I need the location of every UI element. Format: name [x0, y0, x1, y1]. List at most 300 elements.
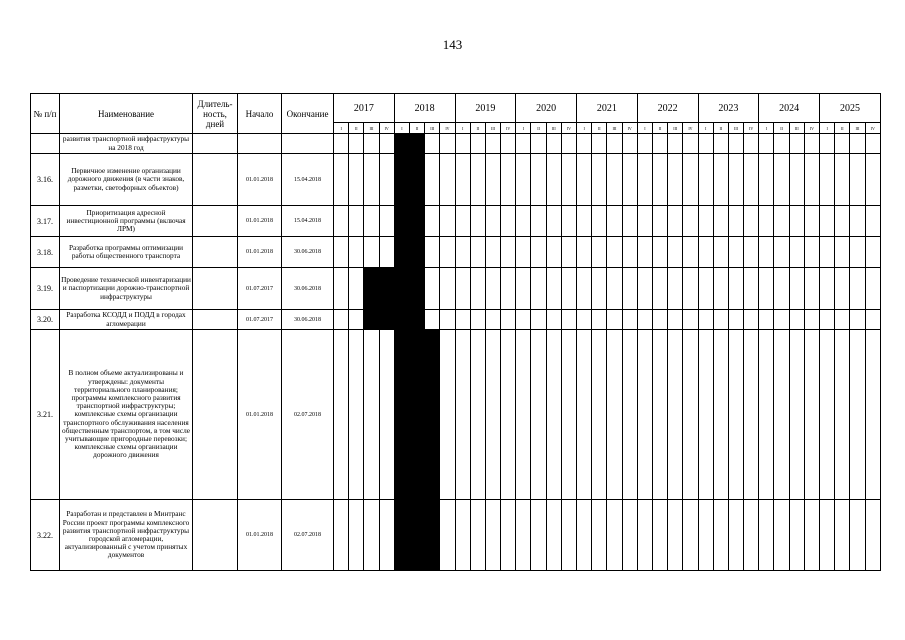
quarter-cell — [728, 237, 743, 268]
quarter-cell — [804, 330, 819, 500]
quarter-cell — [835, 237, 850, 268]
quarter-cell — [683, 500, 698, 571]
quarter-cell — [440, 268, 455, 310]
quarter-cell — [698, 310, 713, 330]
quarter-cell — [455, 500, 470, 571]
quarter-cell — [592, 237, 607, 268]
quarter-cell — [713, 500, 728, 571]
gantt-bar-cell — [409, 206, 424, 237]
quarter-cell — [835, 134, 850, 154]
quarter-header: I — [759, 123, 774, 134]
row-end: 30.06.2018 — [282, 268, 334, 310]
quarter-cell — [561, 268, 576, 310]
quarter-cell — [379, 500, 394, 571]
row-duration — [193, 206, 238, 237]
quarter-cell — [470, 310, 485, 330]
quarter-cell — [561, 206, 576, 237]
quarter-cell — [728, 154, 743, 206]
quarter-cell — [592, 268, 607, 310]
quarter-header: IV — [561, 123, 576, 134]
quarter-header: III — [485, 123, 500, 134]
quarter-header: II — [713, 123, 728, 134]
gantt-bar-cell — [364, 310, 379, 330]
row-number — [31, 134, 60, 154]
quarter-cell — [440, 237, 455, 268]
quarter-cell — [789, 330, 804, 500]
row-duration — [193, 330, 238, 500]
quarter-header: I — [334, 123, 349, 134]
quarter-cell — [334, 330, 349, 500]
quarter-cell — [349, 500, 364, 571]
quarter-cell — [592, 310, 607, 330]
quarter-cell — [364, 154, 379, 206]
quarter-cell — [364, 134, 379, 154]
quarter-cell — [531, 330, 546, 500]
quarter-cell — [501, 154, 516, 206]
quarter-cell — [835, 206, 850, 237]
quarter-cell — [501, 268, 516, 310]
row-name: В полном объеме актуализированы и утверждены: документы территориального планирования; программы комплексного развития транспортной инфраструктуры; комплексные схемы организации транспортного обслуживания населения общественным транспортом, в том числе учитывающие пригородные перевозки; комплексные схемы организации дорожного движения — [60, 330, 193, 500]
quarter-cell — [622, 206, 637, 237]
quarter-cell — [561, 237, 576, 268]
row-name: Разработан и представлен в Минтранс России проект программы комплексного развития транспортной инфраструктуры городской агломерации, актуализированный с учетом принятых документов — [60, 500, 193, 571]
quarter-header: II — [349, 123, 364, 134]
quarter-cell — [804, 237, 819, 268]
gantt-bar-cell — [409, 154, 424, 206]
quarter-header: III — [728, 123, 743, 134]
quarter-cell — [850, 134, 865, 154]
row-start: 01.01.2018 — [238, 154, 282, 206]
quarter-cell — [744, 134, 759, 154]
year-header: 2023 — [698, 94, 759, 123]
row-end: 02.07.2018 — [282, 330, 334, 500]
quarter-cell — [820, 206, 835, 237]
quarter-cell — [334, 500, 349, 571]
gantt-bar-cell — [394, 268, 409, 310]
quarter-cell — [470, 500, 485, 571]
quarter-cell — [561, 154, 576, 206]
quarter-cell — [728, 134, 743, 154]
quarter-header: IV — [622, 123, 637, 134]
quarter-cell — [637, 310, 652, 330]
quarter-cell — [485, 154, 500, 206]
quarter-cell — [713, 237, 728, 268]
quarter-cell — [850, 310, 865, 330]
quarter-cell — [440, 134, 455, 154]
quarter-cell — [607, 237, 622, 268]
quarter-header: IV — [440, 123, 455, 134]
quarter-cell — [789, 268, 804, 310]
quarter-cell — [455, 154, 470, 206]
quarter-cell — [652, 134, 667, 154]
quarter-cell — [774, 500, 789, 571]
quarter-cell — [804, 206, 819, 237]
quarter-cell — [713, 154, 728, 206]
quarter-cell — [334, 310, 349, 330]
quarter-header: IV — [804, 123, 819, 134]
quarter-cell — [668, 268, 683, 310]
gantt-table-wrapper — [30, 93, 881, 578]
quarter-cell — [531, 206, 546, 237]
row-start: 01.01.2018 — [238, 500, 282, 571]
quarter-cell — [516, 268, 531, 310]
quarter-header: III — [850, 123, 865, 134]
row-start: 01.01.2018 — [238, 237, 282, 268]
quarter-cell — [835, 330, 850, 500]
quarter-header: IV — [865, 123, 880, 134]
quarter-cell — [850, 268, 865, 310]
row-duration — [193, 310, 238, 330]
quarter-header: IV — [683, 123, 698, 134]
quarter-cell — [607, 310, 622, 330]
row-name: Разработка программы оптимизации работы общественного транспорта — [60, 237, 193, 268]
gantt-table — [30, 93, 881, 571]
quarter-cell — [546, 310, 561, 330]
quarter-cell — [607, 330, 622, 500]
quarter-cell — [789, 134, 804, 154]
quarter-cell — [668, 237, 683, 268]
quarter-header: I — [455, 123, 470, 134]
row-end: 30.06.2018 — [282, 310, 334, 330]
quarter-cell — [698, 206, 713, 237]
quarter-cell — [592, 330, 607, 500]
year-header: 2025 — [820, 94, 881, 123]
quarter-cell — [334, 154, 349, 206]
quarter-header: IV — [501, 123, 516, 134]
quarter-cell — [820, 237, 835, 268]
quarter-cell — [455, 310, 470, 330]
quarter-cell — [470, 206, 485, 237]
quarter-cell — [865, 134, 880, 154]
quarter-cell — [364, 237, 379, 268]
quarter-header: II — [592, 123, 607, 134]
quarter-cell — [820, 330, 835, 500]
quarter-header: I — [577, 123, 592, 134]
row-number: 3.21. — [31, 330, 60, 500]
quarter-cell — [592, 206, 607, 237]
gantt-bar-cell — [409, 268, 424, 310]
quarter-cell — [850, 154, 865, 206]
quarter-cell — [652, 154, 667, 206]
quarter-cell — [652, 310, 667, 330]
header-start: Начало — [238, 94, 282, 134]
quarter-cell — [683, 237, 698, 268]
quarter-cell — [759, 154, 774, 206]
quarter-cell — [744, 310, 759, 330]
quarter-cell — [485, 206, 500, 237]
quarter-cell — [713, 310, 728, 330]
row-duration — [193, 134, 238, 154]
quarter-cell — [470, 330, 485, 500]
quarter-cell — [379, 330, 394, 500]
quarter-header: III — [425, 123, 440, 134]
quarter-cell — [501, 500, 516, 571]
quarter-cell — [759, 237, 774, 268]
quarter-cell — [485, 310, 500, 330]
quarter-cell — [577, 268, 592, 310]
quarter-cell — [379, 154, 394, 206]
quarter-cell — [683, 268, 698, 310]
quarter-cell — [774, 206, 789, 237]
gantt-bar-cell — [394, 154, 409, 206]
quarter-cell — [622, 268, 637, 310]
quarter-cell — [652, 268, 667, 310]
row-end: 30.06.2018 — [282, 237, 334, 268]
row-number: 3.20. — [31, 310, 60, 330]
quarter-cell — [728, 206, 743, 237]
quarter-cell — [622, 237, 637, 268]
row-end: 15.04.2018 — [282, 154, 334, 206]
quarter-cell — [607, 134, 622, 154]
quarter-cell — [425, 154, 440, 206]
quarter-cell — [531, 268, 546, 310]
quarter-cell — [349, 237, 364, 268]
header-name: Наименование — [60, 94, 193, 134]
row-start: 01.01.2018 — [238, 330, 282, 500]
quarter-cell — [364, 330, 379, 500]
quarter-header: II — [531, 123, 546, 134]
gantt-bar-cell — [409, 134, 424, 154]
quarter-cell — [455, 268, 470, 310]
quarter-cell — [759, 134, 774, 154]
row-name: Проведение технической инвентаризации и паспортизации дорожно-транспортной инфраструктуры — [60, 268, 193, 310]
quarter-cell — [485, 268, 500, 310]
quarter-cell — [865, 500, 880, 571]
gantt-bar-cell — [379, 268, 394, 310]
gantt-bar-cell — [364, 268, 379, 310]
quarter-cell — [789, 310, 804, 330]
quarter-cell — [470, 134, 485, 154]
quarter-cell — [744, 500, 759, 571]
quarter-cell — [577, 310, 592, 330]
quarter-cell — [683, 134, 698, 154]
quarter-cell — [789, 206, 804, 237]
quarter-cell — [516, 154, 531, 206]
quarter-cell — [440, 206, 455, 237]
quarter-cell — [334, 134, 349, 154]
quarter-cell — [349, 154, 364, 206]
row-start: 01.07.2017 — [238, 268, 282, 310]
quarter-header: II — [652, 123, 667, 134]
quarter-cell — [804, 310, 819, 330]
quarter-cell — [744, 206, 759, 237]
quarter-cell — [698, 330, 713, 500]
quarter-cell — [683, 330, 698, 500]
year-header: 2017 — [334, 94, 395, 123]
quarter-cell — [440, 330, 455, 500]
quarter-cell — [728, 268, 743, 310]
quarter-cell — [865, 206, 880, 237]
gantt-bar-cell — [394, 134, 409, 154]
quarter-cell — [698, 154, 713, 206]
quarter-cell — [455, 206, 470, 237]
quarter-cell — [683, 206, 698, 237]
quarter-cell — [668, 500, 683, 571]
row-duration — [193, 237, 238, 268]
quarter-cell — [379, 206, 394, 237]
quarter-cell — [425, 310, 440, 330]
row-name: Разработка КСОДД и ПОДД в городах агломерации — [60, 310, 193, 330]
quarter-cell — [820, 500, 835, 571]
year-header: 2019 — [455, 94, 516, 123]
quarter-cell — [835, 500, 850, 571]
quarter-cell — [713, 134, 728, 154]
quarter-cell — [440, 310, 455, 330]
quarter-cell — [698, 134, 713, 154]
quarter-cell — [804, 154, 819, 206]
quarter-cell — [622, 134, 637, 154]
quarter-cell — [364, 500, 379, 571]
quarter-cell — [728, 310, 743, 330]
quarter-cell — [713, 206, 728, 237]
quarter-cell — [850, 206, 865, 237]
quarter-header: III — [546, 123, 561, 134]
quarter-cell — [334, 206, 349, 237]
row-start: 01.01.2018 — [238, 206, 282, 237]
gantt-bar-cell — [394, 237, 409, 268]
quarter-cell — [759, 500, 774, 571]
quarter-cell — [485, 237, 500, 268]
quarter-cell — [546, 206, 561, 237]
table-row — [31, 154, 881, 206]
quarter-cell — [607, 268, 622, 310]
quarter-cell — [546, 268, 561, 310]
header-duration: Длитель-ность, дней — [193, 94, 238, 134]
gantt-bar-cell — [409, 237, 424, 268]
quarter-cell — [637, 330, 652, 500]
quarter-cell — [850, 330, 865, 500]
quarter-cell — [637, 268, 652, 310]
quarter-cell — [425, 268, 440, 310]
quarter-cell — [637, 154, 652, 206]
quarter-cell — [850, 237, 865, 268]
quarter-cell — [501, 330, 516, 500]
quarter-cell — [516, 310, 531, 330]
quarter-cell — [531, 310, 546, 330]
quarter-cell — [652, 206, 667, 237]
quarter-cell — [622, 500, 637, 571]
quarter-cell — [622, 330, 637, 500]
quarter-cell — [865, 268, 880, 310]
quarter-cell — [622, 154, 637, 206]
quarter-header: I — [637, 123, 652, 134]
quarter-cell — [713, 330, 728, 500]
quarter-header: I — [820, 123, 835, 134]
quarter-cell — [668, 154, 683, 206]
quarter-cell — [501, 206, 516, 237]
quarter-cell — [349, 134, 364, 154]
gantt-bar-cell — [394, 310, 409, 330]
quarter-cell — [683, 154, 698, 206]
quarter-cell — [379, 237, 394, 268]
quarter-cell — [531, 500, 546, 571]
quarter-cell — [349, 206, 364, 237]
quarter-cell — [561, 310, 576, 330]
gantt-bar-cell — [409, 500, 424, 571]
quarter-cell — [820, 134, 835, 154]
row-number: 3.16. — [31, 154, 60, 206]
quarter-cell — [744, 237, 759, 268]
quarter-cell — [637, 206, 652, 237]
quarter-cell — [546, 134, 561, 154]
quarter-header: II — [409, 123, 424, 134]
row-duration — [193, 500, 238, 571]
quarter-cell — [713, 268, 728, 310]
table-row — [31, 237, 881, 268]
quarter-cell — [546, 154, 561, 206]
quarter-cell — [607, 154, 622, 206]
quarter-cell — [485, 500, 500, 571]
quarter-cell — [516, 206, 531, 237]
quarter-cell — [607, 206, 622, 237]
quarter-cell — [349, 310, 364, 330]
quarter-cell — [698, 500, 713, 571]
quarter-cell — [607, 500, 622, 571]
quarter-cell — [865, 237, 880, 268]
table-body — [31, 134, 881, 571]
row-number: 3.19. — [31, 268, 60, 310]
quarter-header: III — [668, 123, 683, 134]
quarter-cell — [470, 237, 485, 268]
quarter-cell — [637, 237, 652, 268]
quarter-cell — [379, 134, 394, 154]
quarter-cell — [804, 134, 819, 154]
quarter-cell — [592, 134, 607, 154]
quarter-cell — [485, 330, 500, 500]
quarter-cell — [728, 500, 743, 571]
quarter-cell — [440, 500, 455, 571]
quarter-header: IV — [379, 123, 394, 134]
quarter-cell — [531, 237, 546, 268]
row-end — [282, 134, 334, 154]
quarter-cell — [577, 154, 592, 206]
year-header: 2022 — [637, 94, 698, 123]
quarter-cell — [440, 154, 455, 206]
quarter-cell — [744, 154, 759, 206]
quarter-cell — [774, 310, 789, 330]
quarter-cell — [501, 237, 516, 268]
quarter-cell — [349, 268, 364, 310]
quarter-cell — [820, 154, 835, 206]
quarter-cell — [652, 330, 667, 500]
quarter-cell — [759, 330, 774, 500]
row-number: 3.17. — [31, 206, 60, 237]
quarter-cell — [516, 134, 531, 154]
table-row — [31, 206, 881, 237]
quarter-cell — [470, 268, 485, 310]
quarter-cell — [577, 330, 592, 500]
quarter-header: III — [607, 123, 622, 134]
quarter-cell — [683, 310, 698, 330]
quarter-cell — [516, 237, 531, 268]
quarter-cell — [637, 134, 652, 154]
quarter-cell — [744, 330, 759, 500]
year-header: 2018 — [394, 94, 455, 123]
gantt-bar-cell — [394, 330, 409, 500]
gantt-bar-cell — [394, 500, 409, 571]
quarter-cell — [349, 330, 364, 500]
quarter-cell — [698, 268, 713, 310]
quarter-cell — [804, 500, 819, 571]
quarter-cell — [835, 268, 850, 310]
gantt-bar-cell — [425, 330, 440, 500]
row-name: развития транспортной инфраструктуры на 2018 год — [60, 134, 193, 154]
quarter-cell — [592, 500, 607, 571]
table-header — [31, 94, 881, 134]
quarter-cell — [774, 330, 789, 500]
quarter-cell — [561, 330, 576, 500]
quarter-header: IV — [744, 123, 759, 134]
